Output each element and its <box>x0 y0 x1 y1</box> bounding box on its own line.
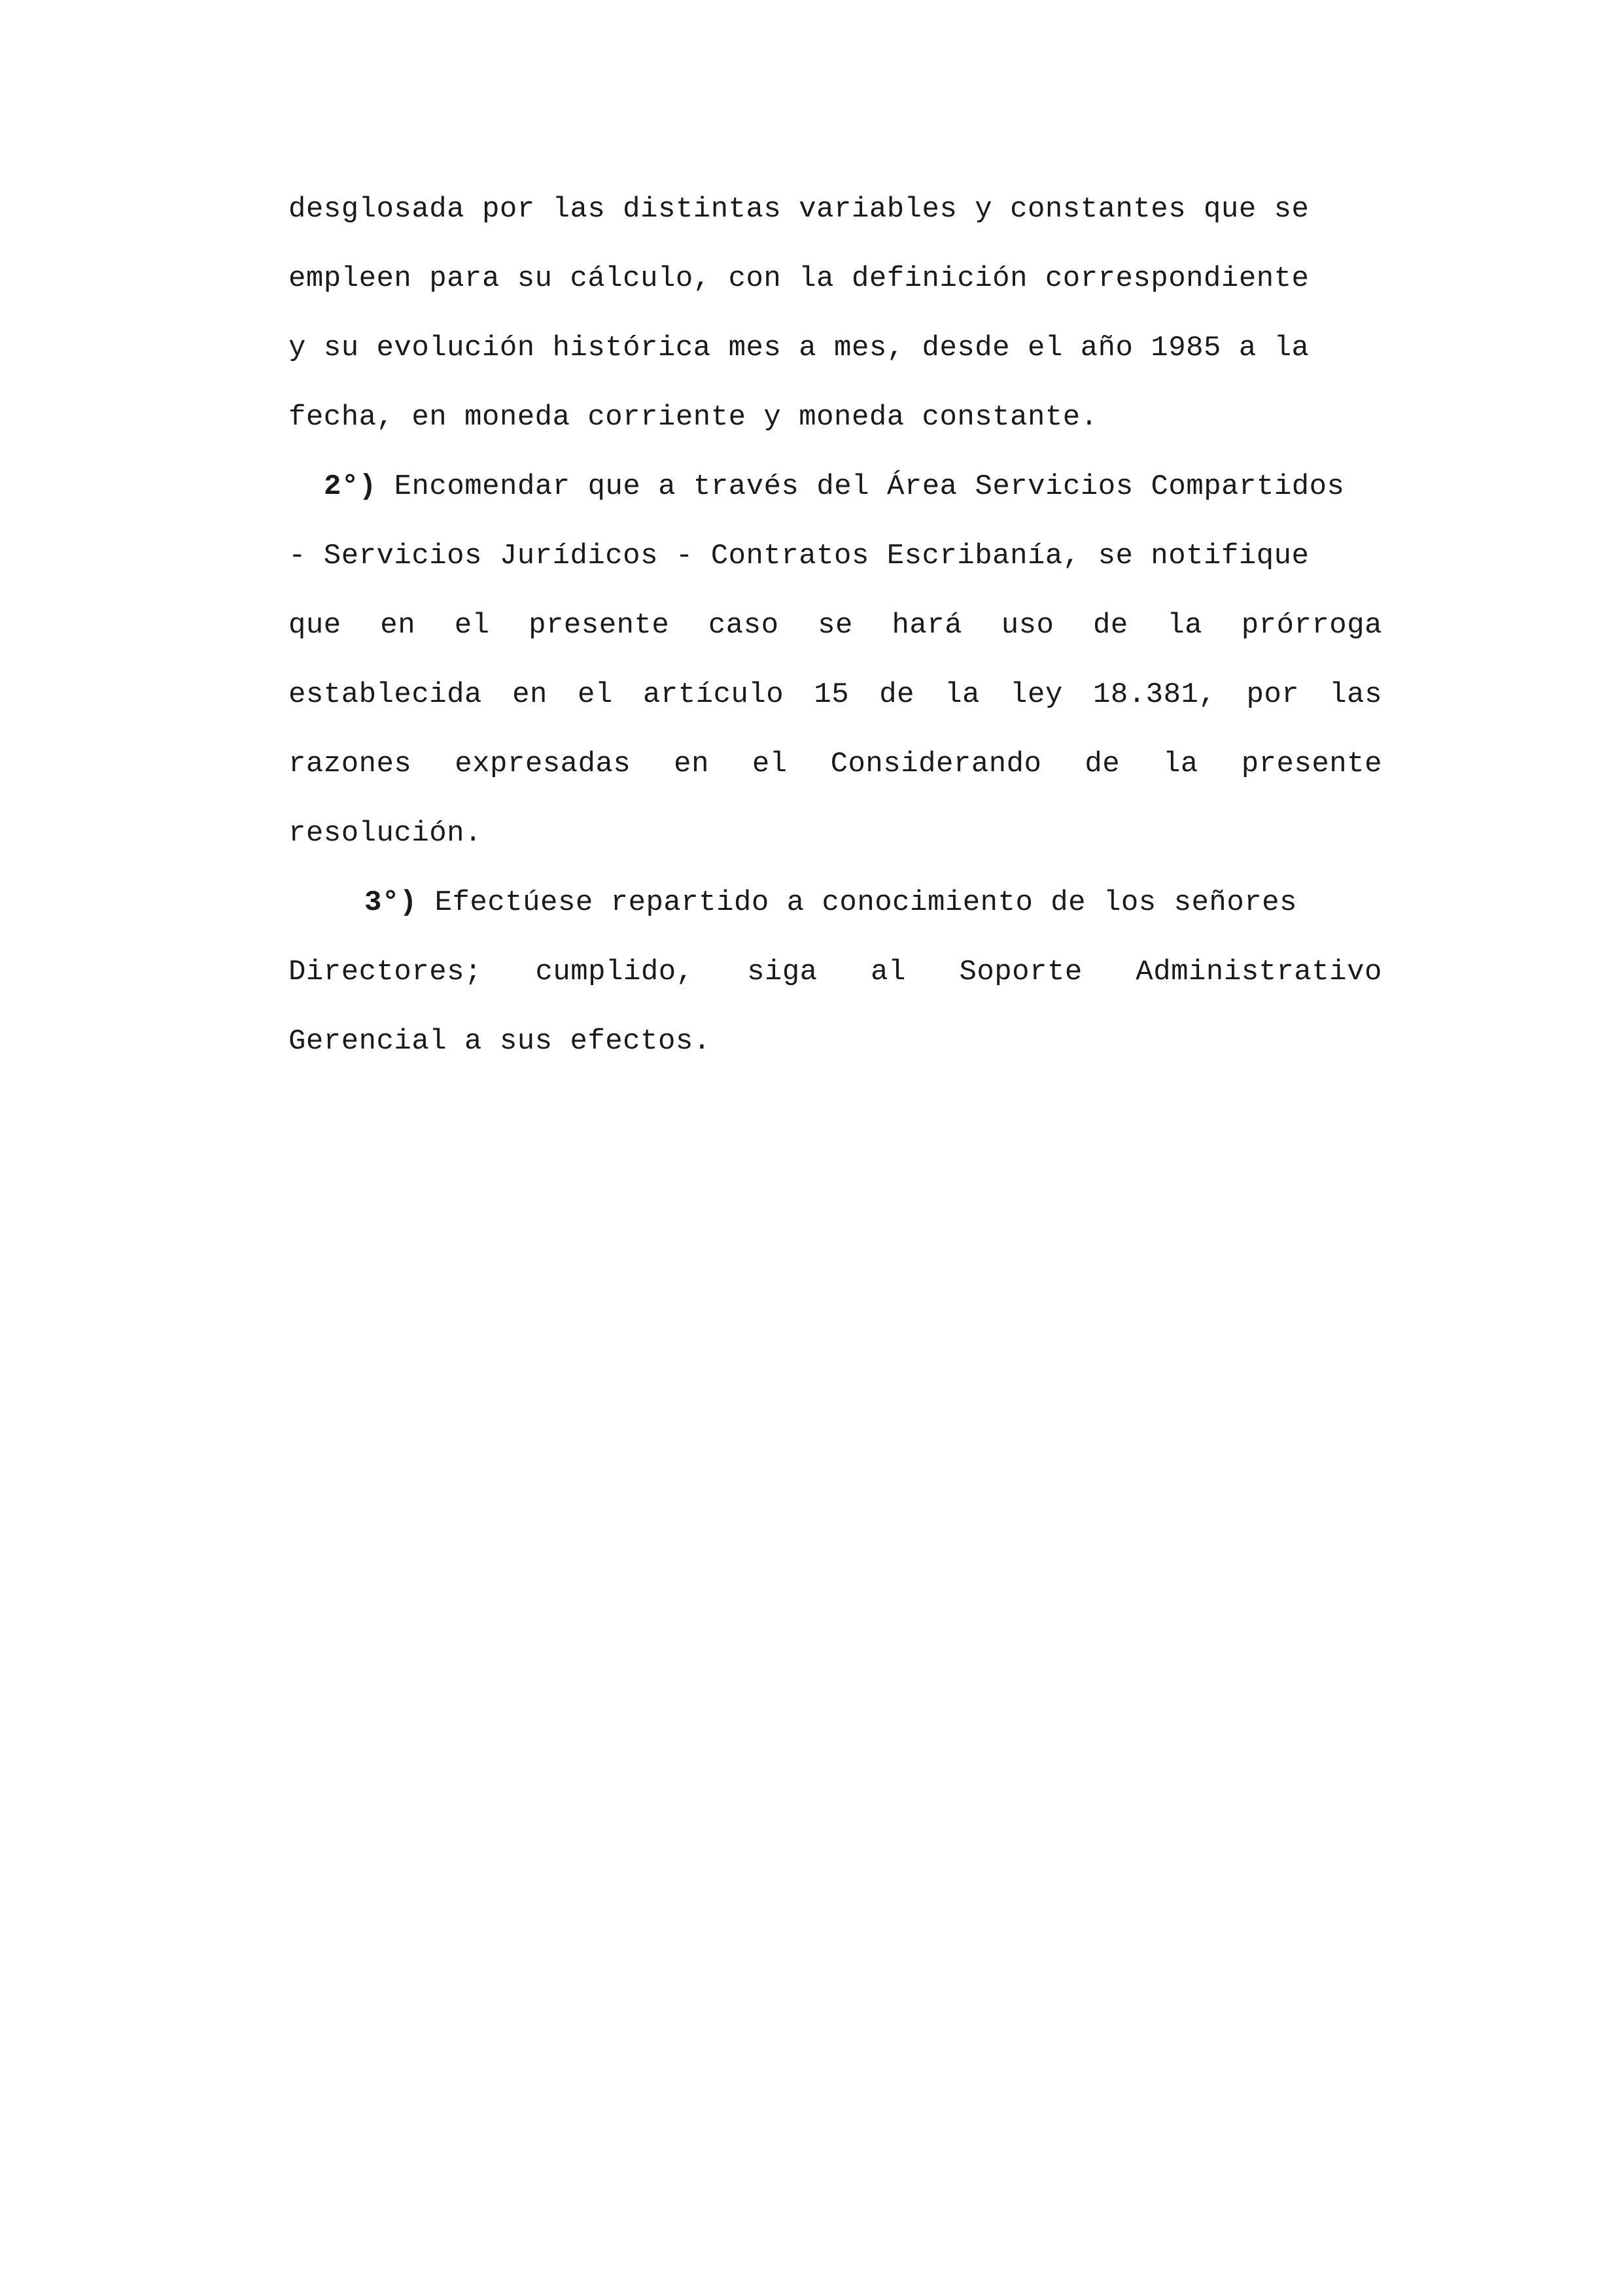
paragraph-2-line-2: - Servicios Jurídicos - Contratos Escribanía, se notifique <box>288 540 1310 572</box>
word: se <box>818 609 853 642</box>
word: Soporte <box>959 956 1083 988</box>
word: en <box>380 609 416 642</box>
paragraph-1-line-1: desglosada por las distintas variables y constantes que se <box>288 193 1310 226</box>
word: Directores; <box>288 956 482 988</box>
word: razones <box>288 748 412 780</box>
word: establecida <box>288 678 482 711</box>
paragraph-2-line-6: resolución. <box>288 817 482 850</box>
word: de <box>1085 748 1121 780</box>
word: siga <box>747 956 818 988</box>
word: ley <box>1010 678 1063 711</box>
paragraph-1-line-2: empleen para su cálculo, con la definición correspondiente <box>288 262 1310 295</box>
word: presente <box>529 609 670 642</box>
paragraph-2-line-1 <box>288 461 1382 530</box>
word: caso <box>708 609 779 642</box>
word: presente <box>1241 748 1382 780</box>
word: en <box>674 748 709 780</box>
word: al <box>871 956 906 988</box>
word: 15 <box>814 678 850 711</box>
paragraph-2-line-4 <box>288 669 1382 738</box>
document-body <box>288 183 1382 1085</box>
paragraph-2-line-3 <box>288 599 1382 669</box>
word: las <box>1329 678 1382 711</box>
paragraph-3-number: 3°) <box>364 886 417 919</box>
word: la <box>945 678 980 711</box>
word: la <box>1167 609 1203 642</box>
word: Administrativo <box>1136 956 1382 988</box>
word: 18.381, <box>1092 678 1217 711</box>
paragraph-3-line-3: Gerencial a sus efectos. <box>288 1025 711 1058</box>
paragraph-2-number: 2°) <box>324 470 377 503</box>
word: uso <box>1001 609 1054 642</box>
word: de <box>879 678 915 711</box>
paragraph-3-line-2 <box>288 946 1382 1015</box>
word: por <box>1246 678 1300 711</box>
word: hará <box>892 609 963 642</box>
word: la <box>1163 748 1198 780</box>
word: en <box>512 678 548 711</box>
word: de <box>1092 609 1128 642</box>
paragraph-3-line-1-text: Efectúese repartido a conocimiento de los señores <box>434 886 1297 919</box>
word: que <box>288 609 341 642</box>
word: Considerando <box>830 748 1042 780</box>
word: expresadas <box>455 748 631 780</box>
paragraph-3-line-1 <box>288 877 1382 946</box>
paragraph-2-line-5 <box>288 738 1382 807</box>
word: artículo <box>642 678 784 711</box>
word: el <box>578 678 613 711</box>
paragraph-1-line-3: y su evolución histórica mes a mes, desde el año 1985 a la <box>288 332 1310 364</box>
word: el <box>752 748 788 780</box>
paragraph-2-line-1-text: Encomendar que a través del Área Servicios Compartidos <box>394 470 1345 503</box>
word: cumplido, <box>535 956 694 988</box>
word: el <box>454 609 490 642</box>
word: prórroga <box>1241 609 1382 642</box>
paragraph-1-line-4: fecha, en moneda corriente y moneda constante. <box>288 401 1098 434</box>
